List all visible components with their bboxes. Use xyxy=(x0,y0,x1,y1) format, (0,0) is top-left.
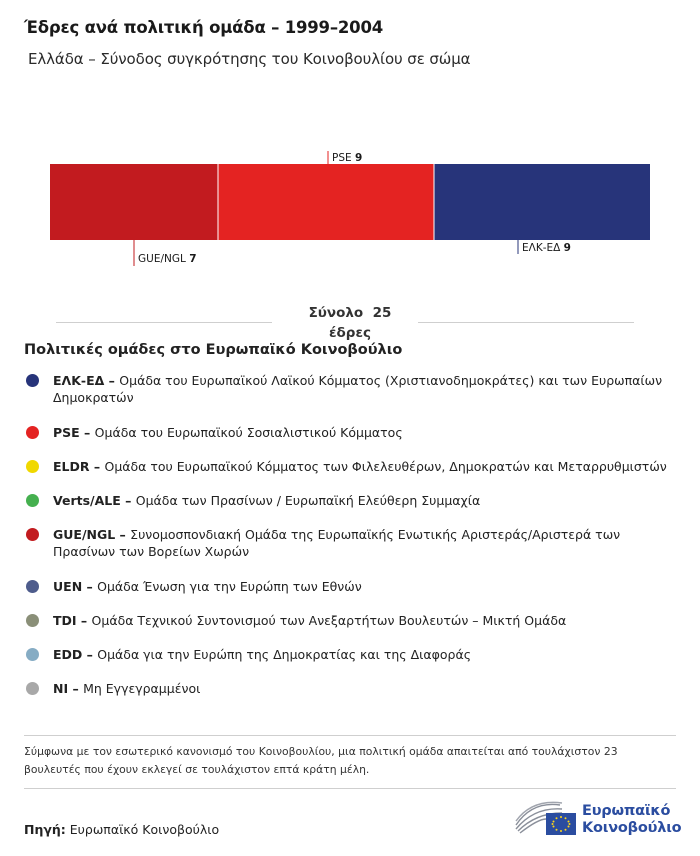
logo-line-1: Ευρωπαϊκό xyxy=(582,803,671,819)
total-label: Σύνολο xyxy=(308,305,364,321)
legend-dot-icon xyxy=(26,682,39,695)
parliament-emblem-icon xyxy=(512,797,578,837)
footnote: Σύμφωνα με τον εσωτερικό κανονισμό του Κοινοβουλίου, μια πολιτική ομάδα απαιτείται από τουλάχιστον 23 βουλευτές που έχουν εκλεγεί σε τουλάχιστον επτά κράτη μέλη. xyxy=(24,745,618,776)
legend-desc: Μη Εγγεγραμμένοι xyxy=(83,681,201,696)
bar-segment-pse xyxy=(218,164,434,240)
source xyxy=(24,822,219,837)
legend-dot-icon xyxy=(26,426,39,439)
legend-abbr: ΕΛΚ-ΕΔ xyxy=(53,373,105,388)
legend-abbr: TDI xyxy=(53,613,77,628)
data-label: GUE/NGL 7 xyxy=(138,253,197,265)
legend-abbr: UEN xyxy=(53,579,83,594)
legend-desc: Ομάδα Ένωση για την Ευρώπη των Εθνών xyxy=(97,579,362,594)
page-subtitle: Ελλάδα – Σύνοδος συγκρότησης του Κοινοβουλίου σε σώμα xyxy=(28,50,471,68)
legend-desc: Ομάδα για την Ευρώπη της Δημοκρατίας και της Διαφοράς xyxy=(97,647,472,662)
total-divider-right xyxy=(418,322,634,323)
data-label: PSE 9 xyxy=(332,152,363,164)
legend-abbr: Verts/ALE xyxy=(53,493,121,508)
note-divider-bottom xyxy=(24,788,676,789)
legend-desc: Ομάδα των Πρασίνων / Ευρωπαϊκή Ελεύθερη Συμμαχία xyxy=(135,493,481,508)
legend-abbr: GUE/NGL xyxy=(53,527,116,542)
legend-abbr: PSE xyxy=(53,425,80,440)
legend-dot-icon xyxy=(26,580,39,593)
legend-abbr: NI xyxy=(53,681,69,696)
bar-segment-gue-ngl xyxy=(50,164,218,240)
legend-desc: Συνομοσπονδιακή Ομάδα της Ευρωπαϊκής Ενωτικής Αριστεράς/Αριστερά των Πρασίνων των Βορείων Χωρών xyxy=(53,527,621,559)
legend-dot-icon xyxy=(26,374,39,387)
legend-desc: Ομάδα του Ευρωπαϊκού Κόμματος των Φιλελευθέρων, Δημοκρατών και Μεταρρυθμιστών xyxy=(104,459,667,474)
legend-desc: Ομάδα του Ευρωπαϊκού Λαϊκού Κόμματος (Χριστιανοδημοκράτες) και των Ευρωπαίων Δημοκρατών xyxy=(53,373,663,405)
legend-heading: Πολιτικές ομάδες στο Ευρωπαϊκό Κοινοβούλιο xyxy=(24,342,403,358)
legend-dot-icon xyxy=(26,614,39,627)
total-unit: έδρες xyxy=(329,325,371,341)
legend-dot-icon xyxy=(26,460,39,473)
data-label: ΕΛΚ-ΕΔ 9 xyxy=(522,242,571,254)
total-divider-left xyxy=(56,322,272,323)
page-title: Έδρες ανά πολιτική ομάδα – 1999–2004 xyxy=(24,18,384,37)
legend-desc: Ομάδα του Ευρωπαϊκού Σοσιαλιστικού Κόμματος xyxy=(94,425,403,440)
source-value: Ευρωπαϊκό Κοινοβούλιο xyxy=(69,822,220,837)
note-divider-top xyxy=(24,735,676,736)
legend-dot-icon xyxy=(26,528,39,541)
total-value: 25 xyxy=(372,305,392,321)
legend-desc: Ομάδα Τεχνικού Συντονισμού των Ανεξαρτήτων Βουλευτών – Μικτή Ομάδα xyxy=(91,613,567,628)
legend-dot-icon xyxy=(26,494,39,507)
bar-segment-ελκ-εδ xyxy=(434,164,650,240)
legend-abbr: ELDR xyxy=(53,459,90,474)
source-label: Πηγή: xyxy=(24,822,66,837)
legend-abbr: EDD xyxy=(53,647,83,662)
seat-bar-chart xyxy=(0,140,700,275)
logo-text xyxy=(582,803,681,837)
logo-line-2: Κοινοβούλιο xyxy=(582,820,682,836)
legend-dot-icon xyxy=(26,648,39,661)
total-seats xyxy=(260,303,440,343)
european-parliament-logo xyxy=(512,797,682,839)
